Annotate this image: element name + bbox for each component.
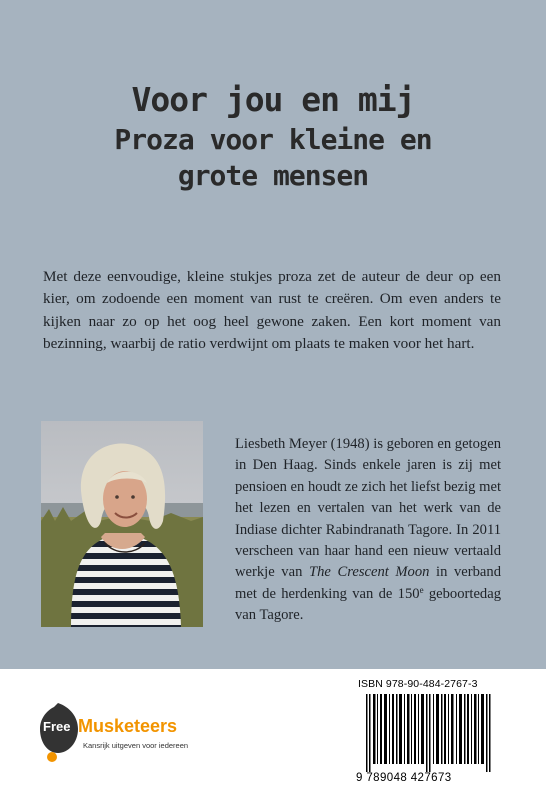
title-line-3: grote mensen [177, 159, 369, 192]
author-photo [41, 421, 203, 627]
bio-book-title: The Crescent Moon [308, 564, 430, 581]
logo-musketeers-text: Musketeers [78, 716, 178, 736]
author-bio [235, 434, 501, 627]
barcode-bars [364, 694, 498, 772]
publisher-logo [40, 699, 240, 779]
bio-text-3: geboortedag van Tagore. [235, 585, 501, 624]
isbn-barcode [356, 677, 504, 787]
bio-ordinal-suffix: e [419, 584, 424, 595]
book-blurb: Met deze eenvoudige, kleine stukjes proza zet de auteur de deur op een kier, om zodoende een moment van rust te creëren. Om even anders te kijken naar zo op het oog heel gewone zaken. Een kort moment van bezinning, waarbij de ratio verdwijnt om plaats te maken voor het hart. [43, 268, 501, 352]
title-line-2: Proza voor kleine en [114, 123, 432, 156]
title-line-1: Voor jou en mij [131, 80, 415, 119]
bio-text-1: Liesbeth Meyer (1948) is geboren en getogen in Den Haag. Sinds enkele jaren is zij met pensioen en houdt ze zich het liefst bezig met het lezen en vertalen van het werk van de Indiase dichter Rabindranath Tagore. In 2011 verscheen van haar hand een nieuw vertaald werkje van [235, 436, 501, 581]
isbn-label: ISBN 978-90-484-2767-3 [358, 678, 478, 690]
bio-text-2: in verband met de herdenking van de 150 [235, 564, 501, 602]
logo-free-text: Free [43, 719, 71, 734]
publisher-tagline: Kansrijk uitgeven voor iedereen [83, 741, 189, 750]
book-title [0, 78, 546, 194]
barcode-digits: 9 789048 427673 [356, 772, 452, 784]
